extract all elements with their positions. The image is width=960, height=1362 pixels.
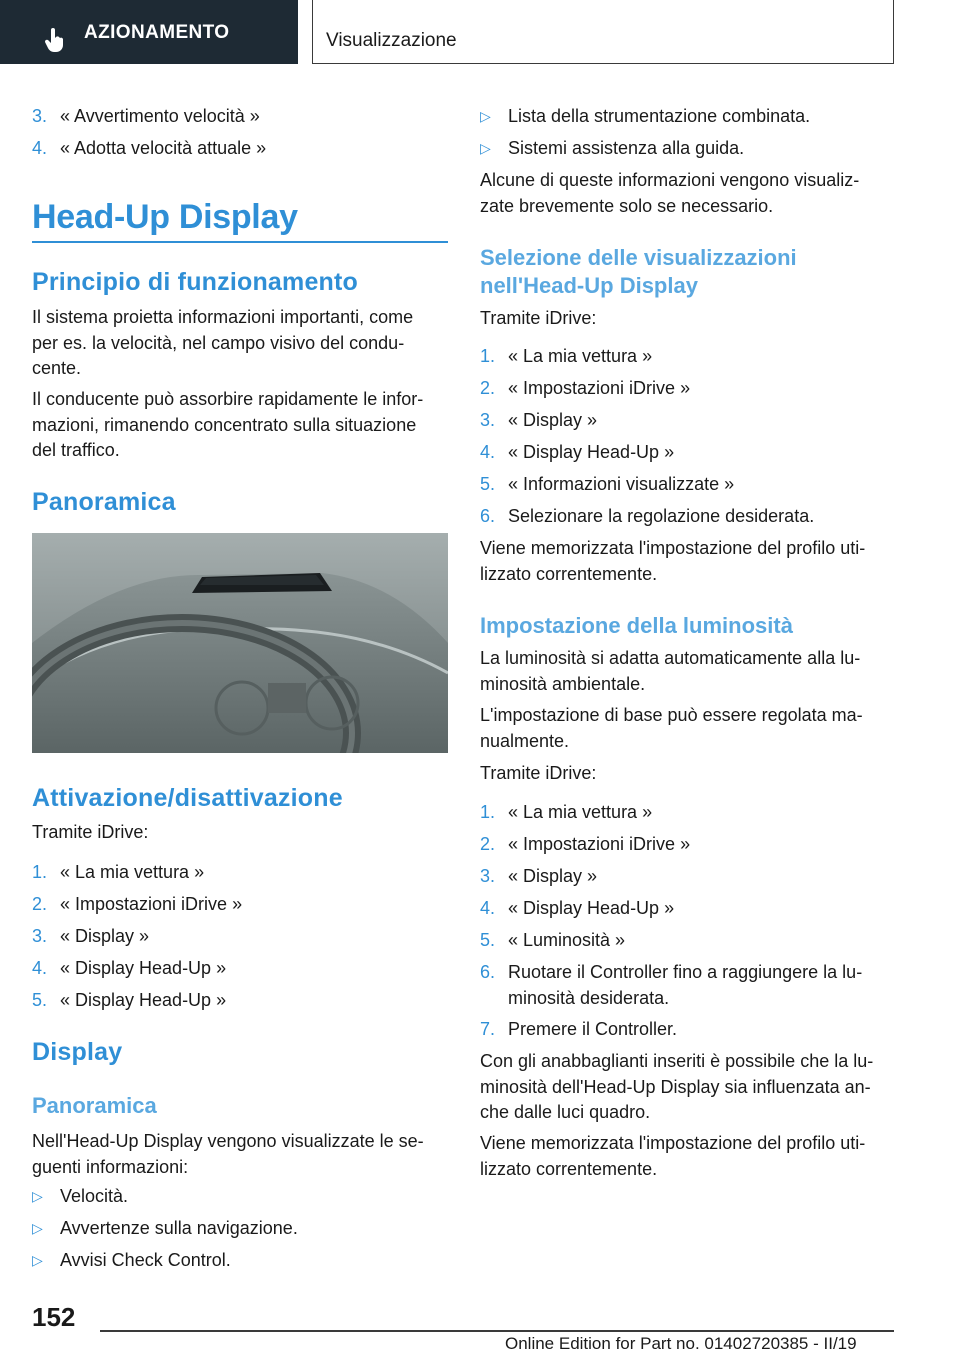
text-line: guenti informazioni: (32, 1156, 189, 1177)
list-text: Selezionare la regolazione desiderata. (508, 506, 815, 526)
subheading-brightness: Impostazione della luminosità (480, 613, 793, 638)
text-line: Il sistema proietta informazioni importanti, come (32, 307, 414, 327)
triangle-right-icon: ▷ (32, 1220, 43, 1236)
list-number: 3. (480, 410, 496, 430)
list-text: « Display » (508, 410, 598, 430)
text-line: che dalle luci quadro. (480, 1102, 651, 1122)
text-line: nualmente. (480, 730, 570, 751)
list-number: 4. (480, 898, 496, 918)
triangle-right-icon: ▷ (480, 108, 491, 124)
text-line: minosità ambientale. (480, 673, 646, 694)
list-number: 2. (480, 834, 496, 854)
list-number: 3. (32, 106, 48, 126)
list-number: 6. (480, 962, 496, 982)
page-number: 152 (32, 1302, 76, 1332)
list-text: « Display » (508, 866, 598, 886)
list-number: 1. (32, 862, 48, 882)
text-line: Con gli anabbaglianti inseriti è possibile che la lu‐ (480, 1051, 874, 1071)
heading-display: Display (32, 1038, 123, 1066)
triangle-right-icon: ▷ (32, 1252, 43, 1268)
list-text: « Display Head-Up » (508, 442, 675, 462)
text-line: mazioni, rimanendo concentrato sulla situazione (32, 414, 417, 435)
topic-title: Visualizzazione (326, 30, 457, 51)
paragraph (32, 387, 448, 464)
page-title: Head-Up Display (32, 198, 298, 236)
list-text: Ruotare il Controller fino a raggiungere la lu‐ (508, 962, 863, 982)
list-text: « La mia vettura » (508, 346, 653, 366)
dashboard-illustration (32, 533, 448, 753)
heading-activation: Attivazione/disattivazione (32, 784, 343, 812)
list-number: 6. (480, 506, 496, 526)
text-line: L'impostazione di base può essere regolata ma‐ (480, 705, 863, 725)
list-text: « La mia vettura » (60, 862, 205, 882)
list-text: « Display Head-Up » (508, 898, 675, 918)
text-line: lizzato correntemente. (480, 1158, 658, 1179)
list-number: 3. (480, 866, 496, 886)
list-text: « Display Head-Up » (60, 958, 227, 978)
list-text: minosità desiderata. (508, 987, 670, 1008)
list-text: « La mia vettura » (508, 802, 653, 822)
paragraph (480, 168, 896, 219)
paragraph (480, 1049, 896, 1126)
text-line: Nell'Head-Up Display vengono visualizzate le se‐ (32, 1131, 424, 1151)
hand-pointer-icon (44, 28, 66, 52)
list-text: « Adotta velocità attuale » (60, 138, 267, 158)
text-line: minosità dell'Head-Up Display sia influenzata an‐ (480, 1076, 871, 1097)
heading-line: Selezione delle visualizzazioni (480, 245, 797, 270)
paragraph (480, 536, 896, 587)
text-line: Viene memorizzata l'impostazione del profilo uti‐ (480, 1133, 866, 1153)
list-text: « Impostazioni iDrive » (508, 378, 691, 398)
list-text: « Avvertimento velocità » (60, 106, 260, 126)
list-text: « Display » (60, 926, 150, 946)
heading-overview: Panoramica (32, 488, 176, 516)
bullet-text: Avvertenze sulla navigazione. (60, 1218, 298, 1238)
text-line: cente. (32, 358, 82, 378)
edition-text: Online Edition for Part no. 01402720385 - II/19 (505, 1334, 857, 1353)
text-line: Viene memorizzata l'impostazione del profilo uti‐ (480, 538, 866, 558)
intro-text: Tramite iDrive: (32, 822, 149, 842)
intro-text: Tramite iDrive: (480, 763, 597, 783)
list-text: « Informazioni visualizzate » (508, 474, 735, 494)
bullet-text: Sistemi assistenza alla guida. (508, 138, 745, 158)
list-text: Premere il Controller. (508, 1019, 678, 1039)
bullet-text: Velocità. (60, 1186, 129, 1206)
list-number: 1. (480, 346, 496, 366)
dashboard-photo (32, 533, 448, 753)
footer-rule (100, 1330, 894, 1332)
list-number: 4. (480, 442, 496, 462)
list-text: « Luminosità » (508, 930, 626, 950)
list-number: 4. (32, 138, 48, 158)
list-text: « Impostazioni iDrive » (508, 834, 691, 854)
text-line: per es. la velocità, nel campo visivo del condu‐ (32, 332, 405, 353)
subheading-selection (480, 244, 797, 300)
paragraph (32, 305, 448, 382)
paragraph (32, 1129, 448, 1180)
list-number: 3. (32, 926, 48, 946)
heading-principle: Principio di funzionamento (32, 268, 359, 296)
list-number: 2. (480, 378, 496, 398)
bullet-text: Avvisi Check Control. (60, 1250, 231, 1270)
list-number: 4. (32, 958, 48, 978)
paragraph (480, 646, 896, 697)
triangle-right-icon: ▷ (480, 140, 491, 156)
text-line: Alcune di queste informazioni vengono visualiz‐ (480, 170, 860, 190)
list-number: 7. (480, 1019, 496, 1039)
list-number: 2. (32, 894, 48, 914)
text-line: lizzato correntemente. (480, 563, 658, 584)
bullet-text: Lista della strumentazione combinata. (508, 106, 811, 126)
list-number: 5. (32, 990, 48, 1010)
text-line: Il conducente può assorbire rapidamente le infor‐ (32, 389, 424, 409)
section-title: AZIONAMENTO (84, 22, 230, 43)
text-line: La luminosità si adatta automaticamente alla lu‐ (480, 648, 861, 668)
subheading-overview: Panoramica (32, 1093, 157, 1118)
title-rule (32, 241, 448, 243)
section-tab (0, 0, 298, 64)
paragraph (480, 1131, 896, 1182)
list-text: « Impostazioni iDrive » (60, 894, 243, 914)
triangle-right-icon: ▷ (32, 1188, 43, 1204)
text-line: zate brevemente solo se necessario. (480, 195, 774, 216)
list-item (480, 960, 896, 1012)
list-text: « Display Head-Up » (60, 990, 227, 1010)
paragraph (480, 703, 896, 754)
list-number: 5. (480, 930, 496, 950)
list-number: 5. (480, 474, 496, 494)
intro-text: Tramite iDrive: (480, 308, 597, 328)
text-line: del traffico. (32, 440, 120, 460)
list-number: 1. (480, 802, 496, 822)
heading-line: nell'Head-Up Display (480, 273, 698, 298)
